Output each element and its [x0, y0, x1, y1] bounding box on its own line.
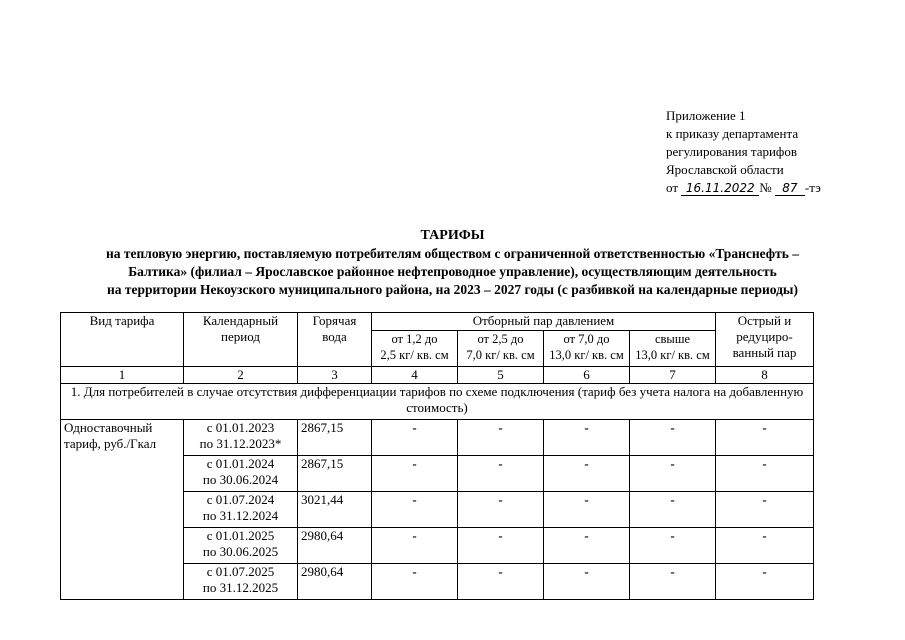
header-steam: Отборный пар давлением — [372, 313, 716, 331]
sharp-steam-value: - — [716, 492, 814, 528]
sharp-steam-value: - — [716, 528, 814, 564]
steam-4-value: - — [630, 456, 716, 492]
col-num-4: 4 — [372, 367, 458, 384]
steam-1-value: - — [372, 564, 458, 600]
col-num-7: 7 — [630, 367, 716, 384]
sharp-steam-value: - — [716, 420, 814, 456]
annex-line-1: Приложение 1 — [666, 108, 746, 123]
steam-1-value: - — [372, 528, 458, 564]
steam-1-value: - — [372, 420, 458, 456]
header-sharp-steam: Острый и редуциро-ванный пар — [716, 313, 814, 367]
title-line-1: на тепловую энергию, поставляемую потребителям обществом с ограниченной ответственностью «Транснефть – — [105, 246, 800, 261]
steam-2-value: - — [458, 456, 544, 492]
title-line-2: Балтика» (филиал – Ярославское районное нефтепроводное управление), осуществляющим деятельность — [128, 264, 777, 279]
annex-block — [666, 107, 821, 197]
document-title — [40, 227, 865, 299]
period-cell: с 01.07.2024 по 31.12.2024 — [184, 492, 298, 528]
column-number-row — [61, 367, 814, 384]
title-heading: ТАРИФЫ — [420, 228, 485, 243]
steam-4-value: - — [630, 564, 716, 600]
header-steam-3: от 7,0 до 13,0 кг/ кв. см — [544, 331, 630, 367]
annex-line-4: Ярославской области — [666, 162, 784, 177]
table-row — [61, 420, 814, 456]
steam-1-value: - — [372, 456, 458, 492]
steam-4-value: - — [630, 528, 716, 564]
hot-water-value: 2867,15 — [298, 420, 372, 456]
title-line-3: на территории Некоузского муниципального района, на 2023 – 2027 годы (с разбивкой на календарные периоды) — [107, 282, 798, 297]
steam-2-value: - — [458, 564, 544, 600]
header-period: Календарный период — [184, 313, 298, 367]
hot-water-value: 2980,64 — [298, 564, 372, 600]
steam-3-value: - — [544, 564, 630, 600]
header-steam-2: от 2,5 до 7,0 кг/ кв. см — [458, 331, 544, 367]
steam-2-value: - — [458, 492, 544, 528]
sharp-steam-value: - — [716, 456, 814, 492]
sharp-steam-value: - — [716, 564, 814, 600]
annex-line-3: регулирования тарифов — [666, 144, 797, 159]
tariff-label: Одноставочный тариф, руб./Гкал — [61, 420, 184, 600]
period-cell: с 01.07.2025 по 31.12.2025 — [184, 564, 298, 600]
header-row-1 — [61, 313, 814, 331]
hot-water-value: 2980,64 — [298, 528, 372, 564]
annex-line-2: к приказу департамента — [666, 126, 799, 141]
steam-3-value: - — [544, 420, 630, 456]
steam-4-value: - — [630, 492, 716, 528]
steam-3-value: - — [544, 456, 630, 492]
col-num-6: 6 — [544, 367, 630, 384]
hot-water-value: 2867,15 — [298, 456, 372, 492]
col-num-8: 8 — [716, 367, 814, 384]
period-cell: с 01.01.2023 по 31.12.2023* — [184, 420, 298, 456]
steam-3-value: - — [544, 528, 630, 564]
header-hot-water: Горячая вода — [298, 313, 372, 367]
period-cell: с 01.01.2025 по 30.06.2025 — [184, 528, 298, 564]
steam-3-value: - — [544, 492, 630, 528]
col-num-2: 2 — [184, 367, 298, 384]
steam-4-value: - — [630, 420, 716, 456]
header-steam-1: от 1,2 до 2,5 кг/ кв. см — [372, 331, 458, 367]
steam-2-value: - — [458, 420, 544, 456]
annex-order-line — [666, 179, 821, 197]
steam-2-value: - — [458, 528, 544, 564]
annex-suffix: -тэ — [804, 180, 821, 195]
col-num-5: 5 — [458, 367, 544, 384]
annex-from: от — [666, 180, 679, 195]
annex-number-sign: № — [759, 180, 772, 195]
header-steam-4: свыше 13,0 кг/ кв. см — [630, 331, 716, 367]
period-cell: с 01.01.2024 по 30.06.2024 — [184, 456, 298, 492]
annex-date: 16.11.2022 — [681, 181, 759, 196]
section-title: 1. Для потребителей в случае отсутствия дифференциации тарифов по схеме подключения (тариф без учета налога на добавленную стоимость) — [61, 384, 814, 420]
tariff-table — [60, 312, 814, 600]
hot-water-value: 3021,44 — [298, 492, 372, 528]
steam-1-value: - — [372, 492, 458, 528]
annex-number: 87 — [775, 181, 805, 196]
col-num-3: 3 — [298, 367, 372, 384]
section-row — [61, 384, 814, 420]
header-tariff-type: Вид тарифа — [61, 313, 184, 367]
col-num-1: 1 — [61, 367, 184, 384]
